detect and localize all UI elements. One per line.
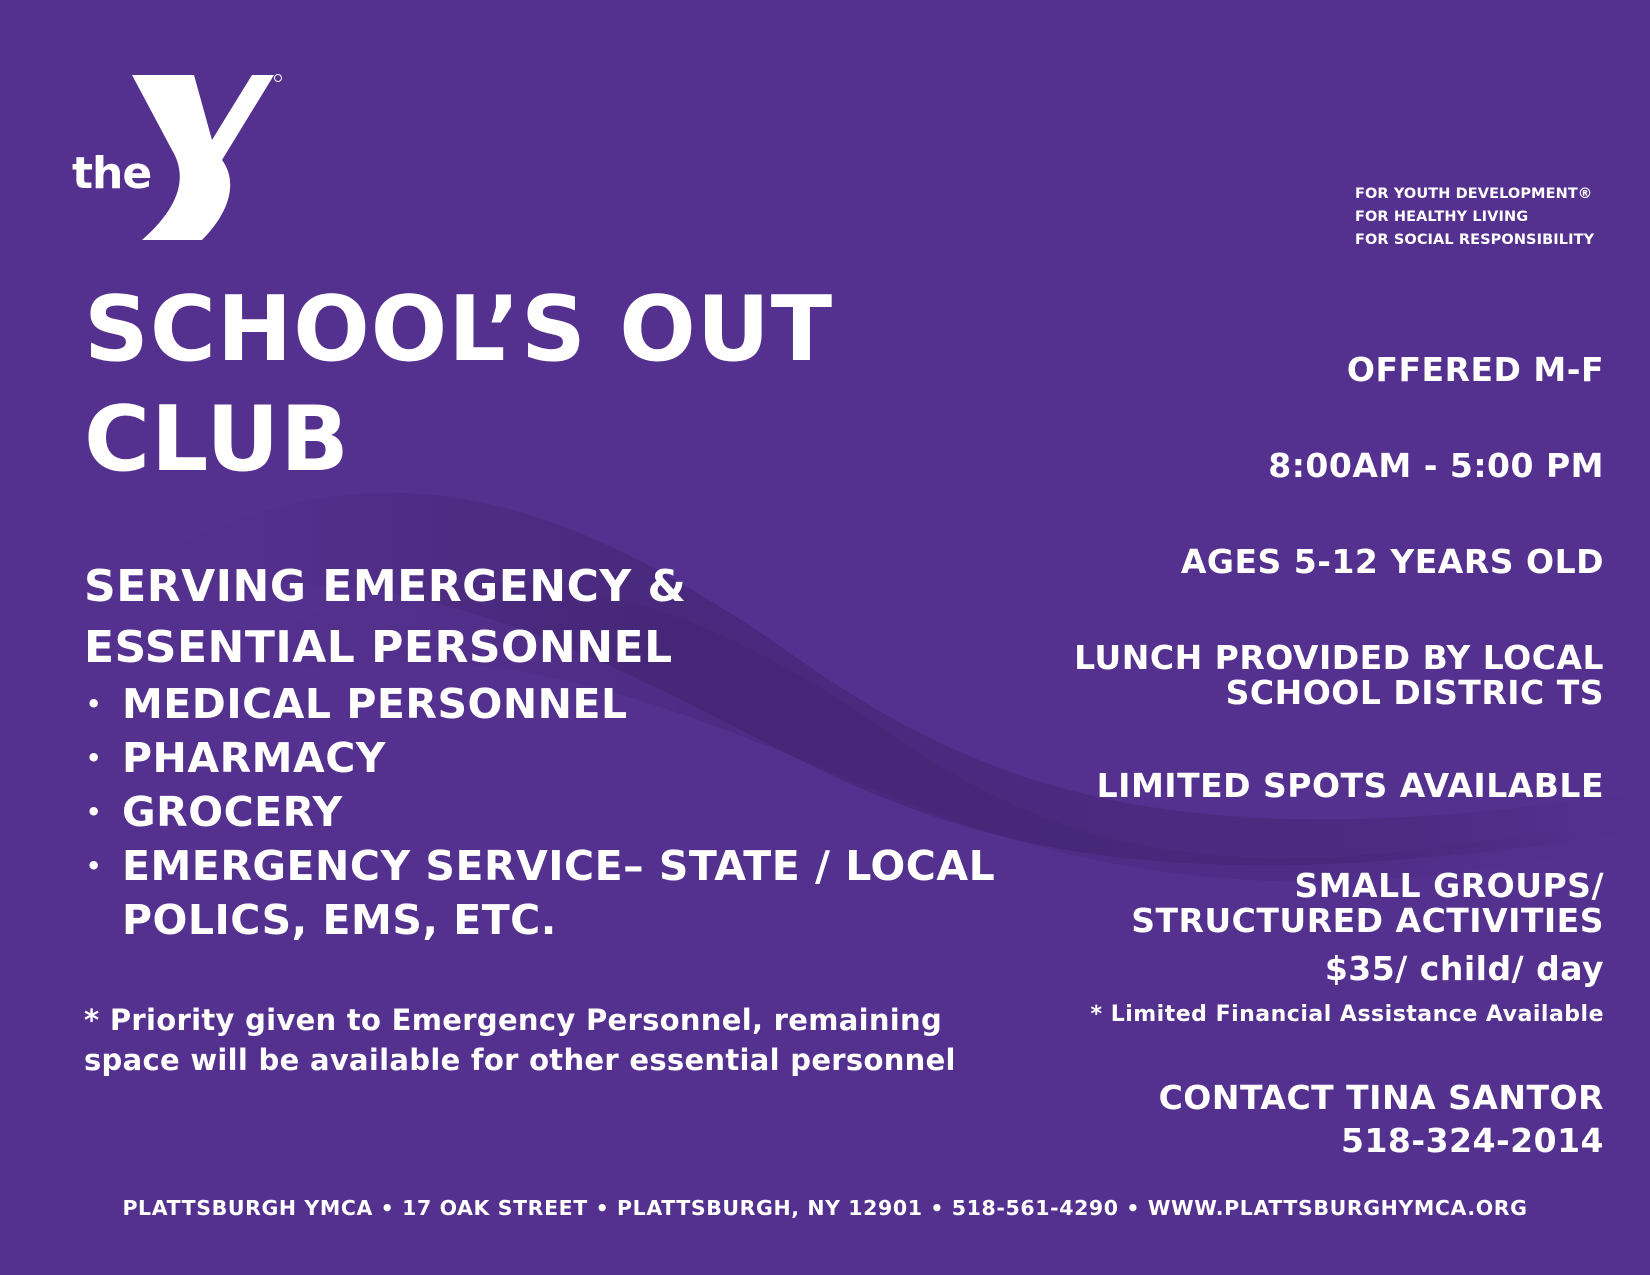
days-offered: OFFERED M-F [1346, 350, 1604, 389]
taglines [1355, 183, 1594, 252]
ages: AGES 5-12 YEARS OLD [1180, 542, 1604, 581]
title-line-1: SCHOOL’S OUT [84, 277, 834, 382]
groups-line-2: STRUCTURED ACTIVITIES [1131, 901, 1604, 940]
logo-the-text: the [72, 148, 152, 199]
footer-address: PLATTSBURGH YMCA • 17 OAK STREET • PLATTSBURGH, NY 12901 • 518-561-4290 • WWW.PLATTSBURGHYMCA.ORG [122, 1196, 1528, 1220]
logo-ymca-text: YMCA [200, 176, 229, 215]
list-item-text: POLICS, EMS, ETC. [122, 896, 557, 944]
bullet-icon: • [86, 852, 102, 880]
lunch-line-1: LUNCH PROVIDED BY LOCAL [1074, 638, 1604, 677]
title-line-2: CLUB [84, 387, 350, 492]
financial-assistance: * Limited Financial Assistance Available [1090, 1002, 1604, 1027]
lunch-line-2: SCHOOL DISTRIC TS [1225, 673, 1604, 712]
list-item [84, 785, 995, 839]
bullet-icon: • [86, 690, 102, 718]
contact-name: CONTACT TINA SANTOR [1158, 1078, 1604, 1117]
price: $35/ child/ day [1324, 949, 1604, 988]
page-title [84, 275, 833, 495]
hours: 8:00AM - 5:00 PM [1268, 446, 1604, 485]
list-item-text: GROCERY [122, 788, 343, 836]
tagline-social: FOR SOCIAL RESPONSIBILITY [1355, 232, 1595, 248]
serving-line-2: ESSENTIAL PERSONNEL [84, 622, 673, 673]
serving-heading [84, 556, 686, 678]
tagline-youth: FOR YOUTH DEVELOPMENT® [1355, 186, 1593, 202]
bullet-icon: • [86, 798, 102, 826]
contact-phone: 518-324-2014 [1340, 1121, 1604, 1160]
list-item-text: PHARMACY [122, 734, 386, 782]
limited-spots: LIMITED SPOTS AVAILABLE [1096, 766, 1604, 805]
serving-line-1: SERVING EMERGENCY & [84, 561, 687, 612]
priority-line-1: * Priority given to Emergency Personnel, remaining [84, 1003, 943, 1037]
ymca-y-icon [132, 70, 282, 240]
list-item [84, 677, 995, 731]
ymca-logo [72, 70, 312, 250]
list-item-text: EMERGENCY SERVICE– STATE / LOCAL [122, 842, 996, 890]
list-item [84, 839, 995, 947]
list-item [84, 731, 995, 785]
tagline-healthy: FOR HEALTHY LIVING [1355, 209, 1529, 225]
groups-line-1: SMALL GROUPS/ [1294, 866, 1604, 905]
bullet-icon: • [86, 744, 102, 772]
priority-line-2: space will be available for other essential personnel [84, 1043, 956, 1077]
priority-note [84, 1000, 956, 1080]
personnel-list [84, 677, 995, 947]
list-item-text: MEDICAL PERSONNEL [122, 680, 628, 728]
